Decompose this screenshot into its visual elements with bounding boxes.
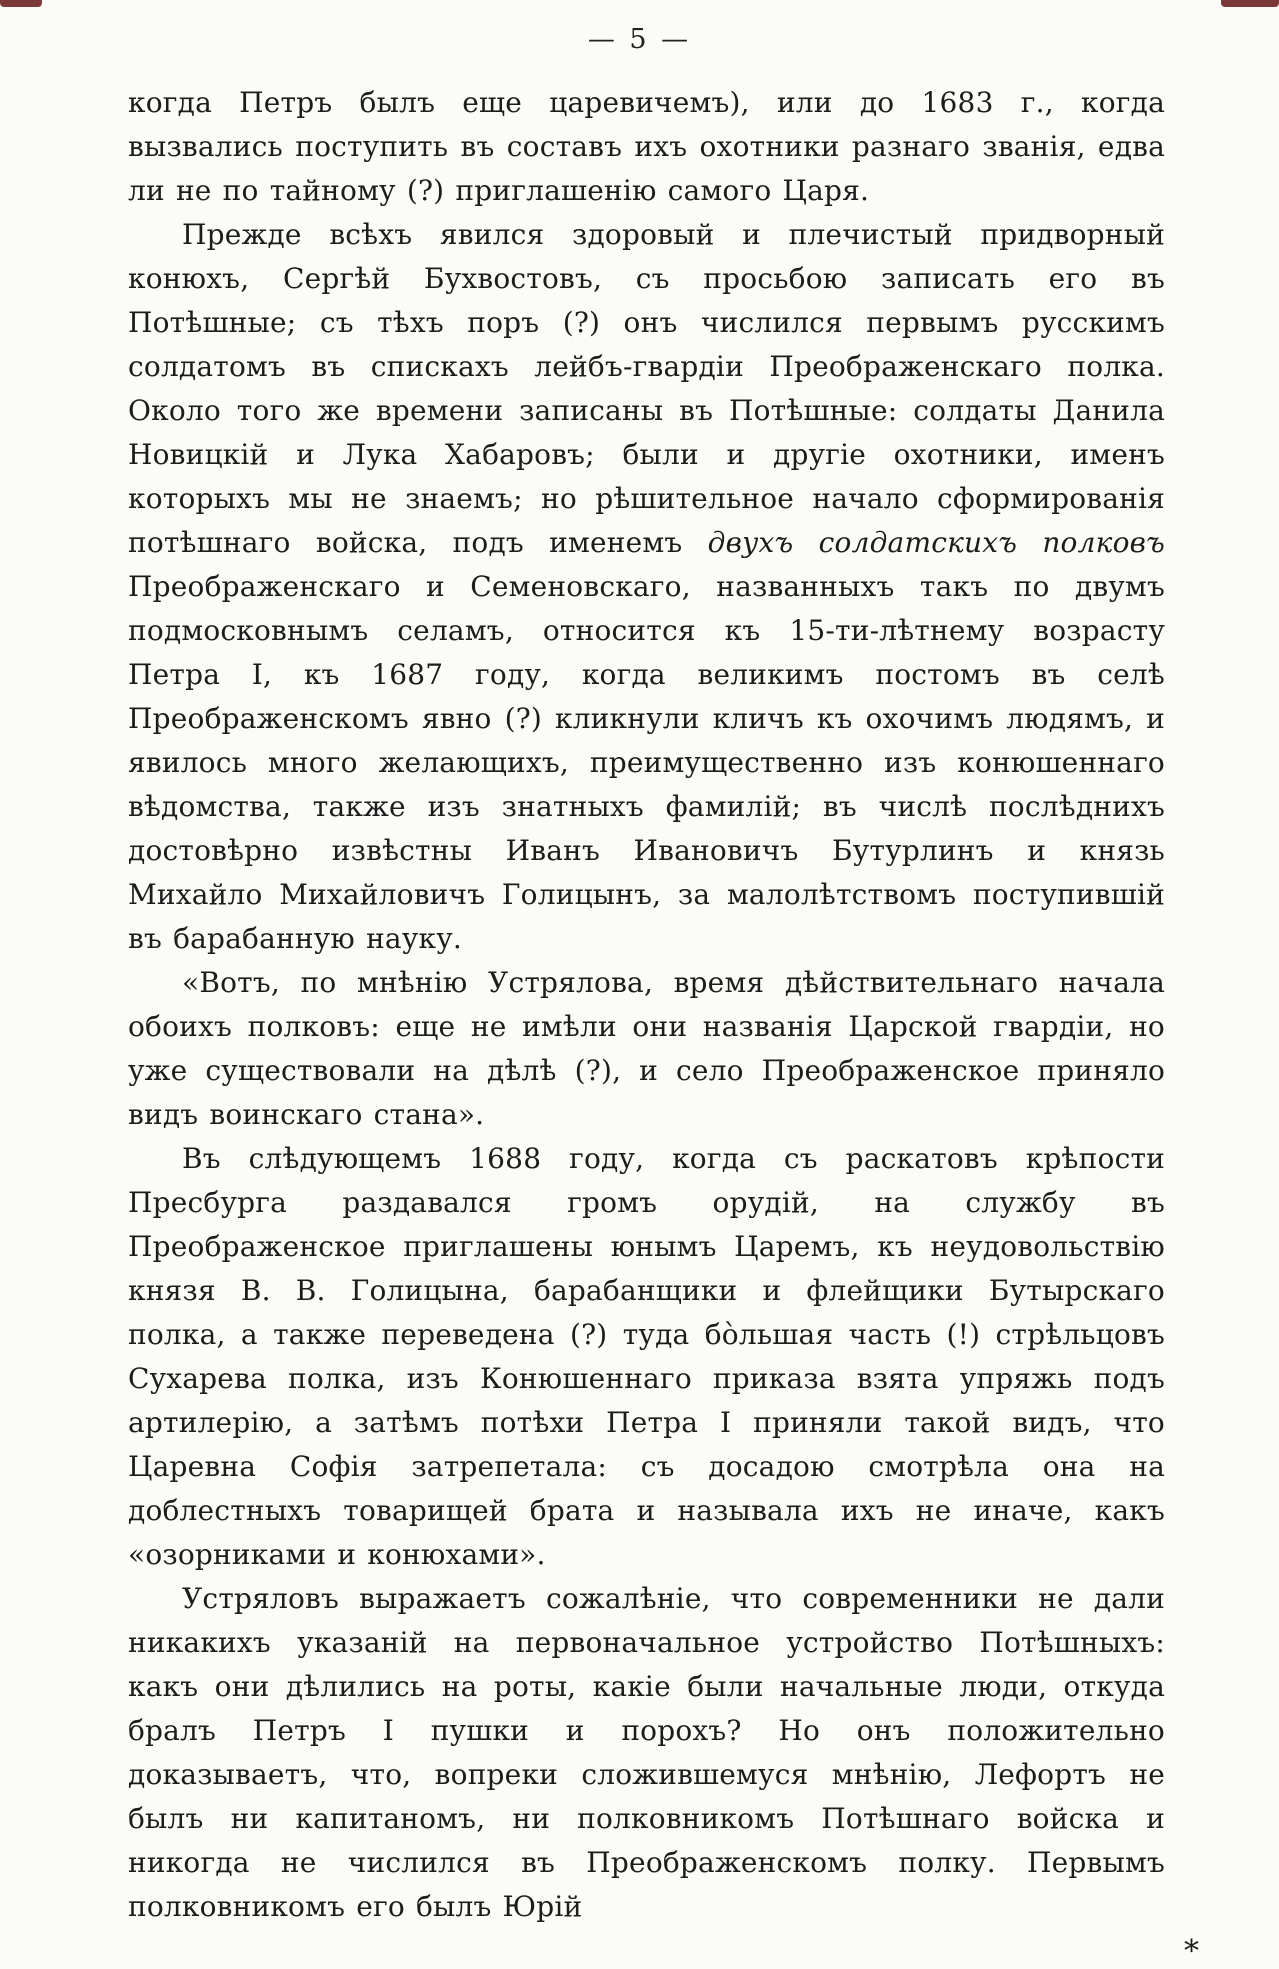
- paragraph-1: когда Петръ былъ еще царевичемъ), или до 1683 г., когда вызвались поступить въ составъ ихъ охотники разнаго званія, едва ли не по тайному (?) приглашенію самого Царя.: [128, 86, 1165, 207]
- paragraph-2-text-after: Преображенскаго и Семеновскаго, названныхъ такъ по двумъ подмосковнымъ селамъ, относится къ 15-ти-лѣтнему возрасту Петра I, къ 1687 году, когда великимъ постомъ въ селѣ Преображенскомъ явно (?) кликнули кличъ къ охочимъ людямъ, и явилось много желающихъ, преимущественно изъ конюшеннаго вѣдомства, также изъ знатныхъ фамилій; въ числѣ послѣднихъ достовѣрно извѣстны Иванъ Ивановичъ Бутурлинъ и князь Михайло Михайловичъ Голицынъ, за малолѣтствомъ поступившій въ барабанную науку.: [128, 570, 1165, 955]
- paragraph-2: [128, 213, 1165, 961]
- footnote-asterisk: *: [1184, 1934, 1199, 1969]
- paragraph-5: Устряловъ выражаетъ сожалѣніе, что современники не дали никакихъ указаній на первоначальное устройство Потѣшныхъ: какъ они дѣлились на роты, какіе были начальные люди, откуда бралъ Петръ I пушки и порохъ? Но онъ положительно доказываетъ, что, вопреки сложившемуся мнѣнію, Лефортъ не былъ ни капитаномъ, ни полковникомъ Потѣшнаго войска и никогда не числился въ Преображенскомъ полку. Первымъ полковникомъ его былъ Юрій: [128, 1582, 1165, 1923]
- italic-phrase: двухъ солдатскихъ полковъ: [707, 526, 1165, 559]
- scan-edge-artifact-right: [1221, 0, 1279, 7]
- scan-edge-artifact-left: [0, 0, 42, 7]
- paragraph-4: Въ слѣдующемъ 1688 году, когда съ раскатовъ крѣпости Пресбурга раздавался громъ орудій, на службу въ Преображенское приглашены юнымъ Царемъ, къ неудовольствію князя В. В. Голицына, барабанщики и флейщики Бутырскаго полка, а также переведена (?) туда бо̀льшая часть (!) стрѣльцовъ Сухарева полка, изъ Конюшеннаго приказа взята упряжь подъ артилерію, а затѣмъ потѣхи Петра I приняли такой видъ, что Царевна Софія затрепетала: съ досадою смотрѣла она на доблестныхъ товарищей брата и называла ихъ не иначе, какъ «озорниками и конюхами».: [128, 1142, 1165, 1571]
- page-header: [0, 0, 1279, 55]
- paragraph-3: «Вотъ, по мнѣнію Устрялова, время дѣйствительнаго начала обоихъ полковъ: еще не имѣли они названія Царской гвардіи, но уже существовали на дѣлѣ (?), и село Преображенское приняло видъ воинскаго стана».: [128, 966, 1165, 1131]
- page-number: — 5 —: [587, 24, 692, 55]
- paragraph-2-text-before: Прежде всѣхъ явился здоровый и плечистый придворный конюхъ, Сергѣй Бухвостовъ, съ просьбою записать его въ Потѣшные; съ тѣхъ поръ (?) онъ числился первымъ русскимъ солдатомъ въ спискахъ лейбъ-гвардіи Преображенскаго полка. Около того же времени записаны въ Потѣшные: солдаты Данила Новицкій и Лука Хабаровъ; были и другіе охотники, именъ которыхъ мы не знаемъ; но рѣшительное начало сформированія потѣшнаго войска, подъ именемъ: [128, 218, 1165, 559]
- text-block: [0, 55, 1279, 1929]
